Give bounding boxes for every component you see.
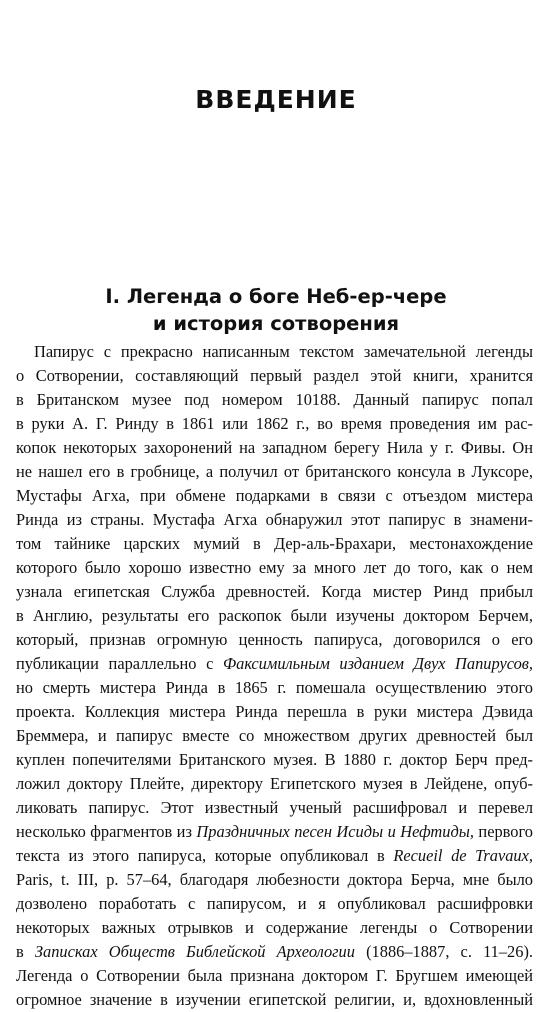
body-line: куплен попечителями Британского музея. В 1880 г. доктор Берч пред- xyxy=(16,750,533,769)
body-line: ложил доктору Плейте, директору Египетского музея в Лейдене, опуб- xyxy=(16,774,533,793)
body-line-text: несколько фрагментов из xyxy=(16,822,197,841)
body-line: Paris, t. III, p. 57–64, благодаря любезности доктора Берча, мне было xyxy=(16,870,533,889)
body-line: Бреммера, и папирус вместе со множеством других древностей был xyxy=(16,726,533,745)
body-line: но смерть мистера Ринда в 1865 г. помешала осуществлению этого xyxy=(16,678,533,697)
body-line: в руки А. Г. Ринду в 1861 или 1862 г., во время проведения им рас- xyxy=(16,414,533,433)
body-line-text: публикации параллельно с xyxy=(16,654,223,673)
section-title xyxy=(20,283,532,337)
body-line xyxy=(16,844,533,868)
body-line: Ринда из страны. Мустафа Агха обнаружил этот папирус в знамени- xyxy=(16,510,533,529)
body-line: копок некоторых захоронений на западном берегу Нила у г. Фивы. Он xyxy=(16,438,533,457)
body-line-text: первого xyxy=(473,822,533,841)
body-line: Папирус с прекрасно написанным текстом замечательной легенды xyxy=(34,342,533,361)
body-line-text: текста из этого папируса, которые опубликовал в xyxy=(16,846,394,865)
body-line: огромное значение в изучении египетской религии, и, вдохновленный xyxy=(16,990,533,1009)
body-line: дозволено поработать с папирусом, и я опубликовал расшифровки xyxy=(16,894,533,913)
body-line xyxy=(16,940,533,964)
body-line-italic: Recueil de Travaux, xyxy=(393,846,533,865)
body-line: проекта. Коллекция мистера Ринда перешла в руки мистера Дэвида xyxy=(16,702,533,721)
body-line: в Англию, результаты его раскопок были изучены доктором Берчем, xyxy=(16,606,533,625)
section-title-line-2: и история сотворения xyxy=(152,312,400,335)
body-line: узнала египетская Служба древностей. Когда мистер Ринд прибыл xyxy=(16,582,533,601)
body-line: Мустафы Агха, при обмене подарками в связи с отъездом мистера xyxy=(16,486,533,505)
body-line-text: в xyxy=(16,942,35,961)
body-line: в Британском музее под номером 10188. Данный папирус попал xyxy=(16,390,533,409)
body-line-italic: Записках Обществ Библейской Археологии xyxy=(34,942,355,961)
body-line: Легенда о Сотворении была признана доктором Г. Бругшем имеющей xyxy=(16,966,533,985)
body-line: том тайнике царских мумий в Дер-аль-Брахари, местонахождение xyxy=(16,534,533,553)
body-line: не нашел его в гробнице, а получил от британского консула в Луксоре, xyxy=(16,462,533,481)
body-line xyxy=(16,820,533,844)
body-line xyxy=(16,652,533,676)
body-line-italic: Факсимильным изданием Двух Папирусов, xyxy=(222,654,533,673)
body-line: о Сотворении, составляющий первый раздел этой книги, хранится xyxy=(16,366,533,385)
section-title-line-1: I. Легенда о боге Неб-ер-чере xyxy=(105,285,447,308)
body-line: которого было хорошо известно ему за много лет до того, как о нем xyxy=(16,558,533,577)
body-line: который, признав огромную ценность папируса, договорился о его xyxy=(16,630,533,649)
body-line-text: (1886–1887, с. 11–26). xyxy=(354,942,533,961)
body-text xyxy=(16,340,533,1012)
body-line: некоторых важных отрывков и содержание легенды о Сотворении xyxy=(16,918,533,937)
chapter-title: ВВЕДЕНИЕ xyxy=(195,85,357,114)
body-line-italic: Праздничных песен Исиды и Нефтиды, xyxy=(196,822,474,841)
body-line: ликовать папирус. Этот известный ученый расшифровал и перевел xyxy=(16,798,533,817)
